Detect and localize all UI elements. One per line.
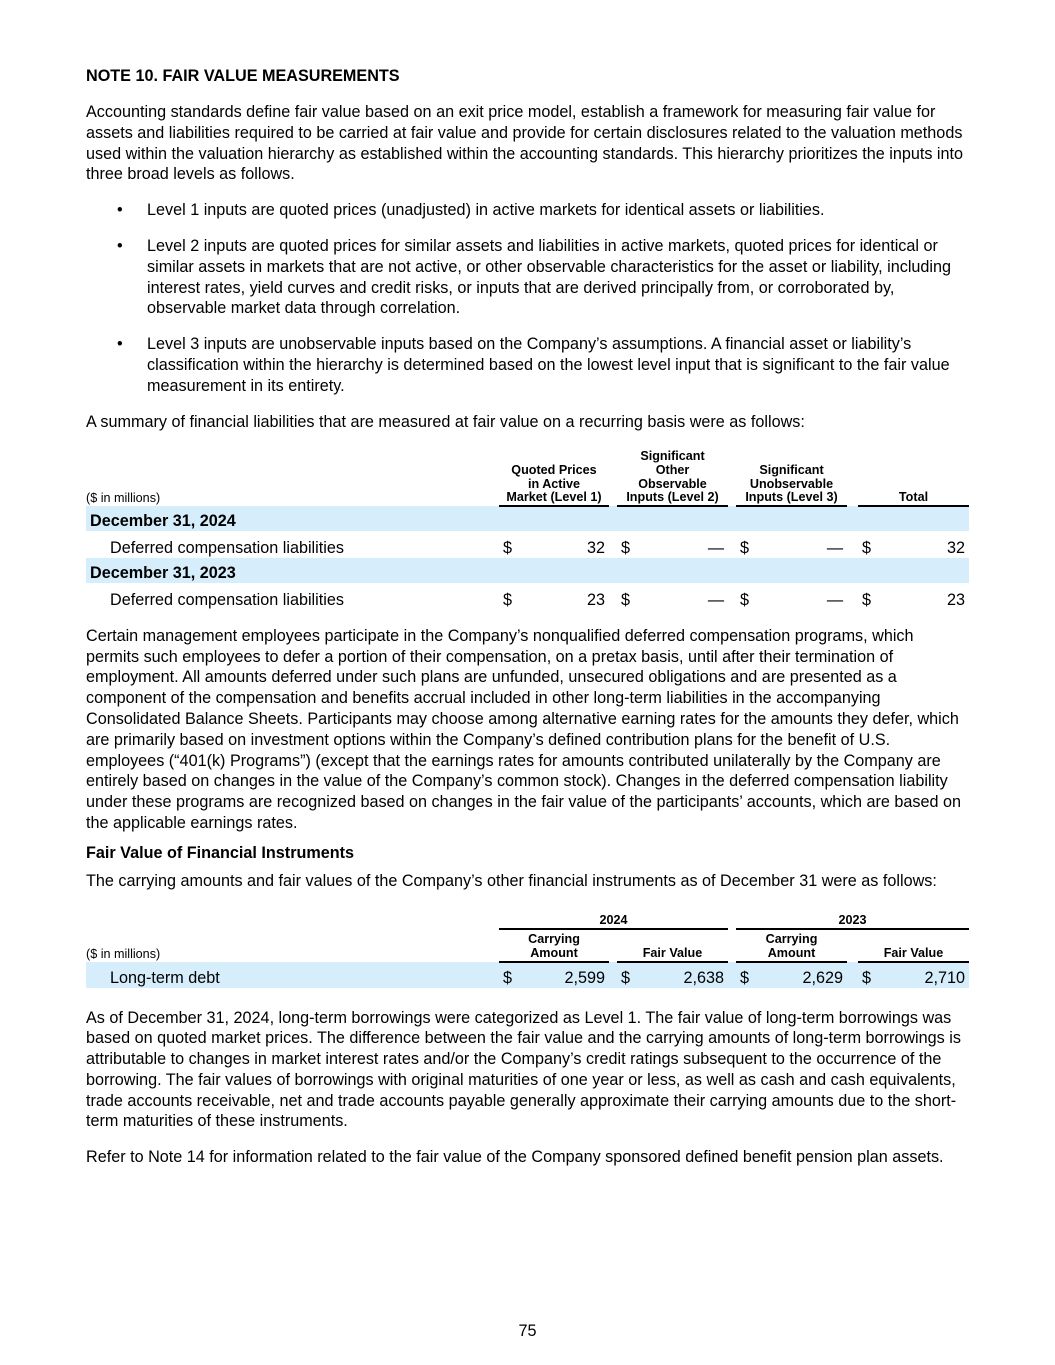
- row-label: Long-term debt: [86, 962, 499, 988]
- header-level-1: Quoted Prices in Active Market (Level 1): [499, 450, 609, 505]
- fvfi-intro: The carrying amounts and fair values of the Company’s other financial instruments as of December 31 were as follows:: [86, 871, 937, 890]
- currency-symbol: $: [740, 538, 750, 557]
- row-label: Deferred compensation liabilities: [110, 538, 344, 557]
- level-1-value: 23: [586, 590, 605, 609]
- carrying-2023-value: 2,629: [802, 968, 843, 987]
- carrying-2024-value: 2,599: [564, 968, 605, 987]
- section-row-2024: [86, 506, 969, 531]
- total-value: 32: [946, 538, 965, 557]
- header-level-3: Significant Unobservable Inputs (Level 3): [736, 450, 847, 505]
- level-2-value: —: [707, 538, 724, 557]
- currency-symbol: $: [503, 590, 513, 609]
- level-3-text: Level 3 inputs are unobservable inputs based on the Company’s assumptions. A financial asset or liability’s classification within the hierarchy is determined based on the lowest level input that is significant to the fair value measurement in its entirety.: [147, 335, 950, 395]
- fair-value-liabilities-table: [86, 450, 969, 609]
- table-row: [86, 962, 969, 988]
- currency-symbol: $: [621, 968, 631, 987]
- currency-symbol: $: [862, 968, 872, 987]
- total-value: 23: [946, 590, 965, 609]
- level-1-borrowings-paragraph: As of December 31, 2024, long-term borrowings were categorized as Level 1. The fair value of long-term borrowings was based on quoted market prices. The difference between the fair value and the carrying amounts of long-term borrowings is attributable to changes in market interest rates and/or the Company’s credit ratings subsequent to the occurrence of the borrowing. The fair values of borrowings with original maturities of one year or less, as well as cash and cash equivalents, trade accounts receivable, net and trade accounts payable generally approximate their carrying amounts due to the short-term maturities of these instruments.: [86, 1008, 961, 1131]
- carrying-amount-2023-header: Carrying Amount: [736, 929, 847, 962]
- header-total: Total: [858, 450, 969, 505]
- section-date: December 31, 2023: [86, 558, 969, 583]
- level-2-text: Level 2 inputs are quoted prices for similar assets and liabilities in active markets, quoted prices for identical or similar assets in markets that are not active, or other observable characteristics for the asset or liability, including interest rates, yield curves and credit risks, or inputs that are derived principally from, or corroborated by, observable market data through correlation.: [147, 236, 952, 318]
- deferred-compensation-paragraph: Certain management employees participate in the Company’s nonqualified deferred compensation programs, which permits such employees to defer a portion of their compensation, on a pretax basis, until after their termination of employment. All amounts deferred under such plans are unfunded, unsecured obligations and are presented as a component of the compensation and benefits accrual included in other long-term liabilities in the accompanying Consolidated Balance Sheets. Participants may choose among alternative earning rates for the amounts they defer, which are primarily based on investment options within the Company’s defined contribution plans for the benefit of U.S. employees (“401(k) Programs”) (except that the earnings rates for amounts contributed unilaterally by the Company are entirely based on changes in the value of the Company’s common stock). Changes in the deferred compensation liability under these programs are recognized based on changes in the fair value of the participants’ accounts, which are based on the applicable earnings rates.: [86, 626, 961, 832]
- level-2-value: —: [707, 590, 724, 609]
- units-label: ($ in millions): [86, 491, 161, 506]
- units-label: ($ in millions): [86, 946, 161, 961]
- fair-value-2024-header: Fair Value: [617, 929, 728, 962]
- level-3-value: —: [826, 590, 843, 609]
- currency-symbol: $: [862, 538, 872, 557]
- currency-symbol: $: [503, 538, 513, 557]
- level-1-value: 32: [586, 538, 605, 557]
- currency-symbol: $: [740, 590, 750, 609]
- fvfi-heading: Fair Value of Financial Instruments: [86, 843, 355, 862]
- note-title: NOTE 10. FAIR VALUE MEASUREMENTS: [86, 67, 400, 85]
- table-row: [86, 531, 969, 558]
- table-header-row: [86, 450, 969, 505]
- row-label: Deferred compensation liabilities: [110, 590, 344, 609]
- summary-intro: A summary of financial liabilities that are measured at fair value on a recurring basis were as follows:: [86, 412, 805, 431]
- level-3-value: —: [826, 538, 843, 557]
- level-2-item: [86, 236, 969, 319]
- table-row: [86, 583, 969, 610]
- intro-paragraph: Accounting standards define fair value based on an exit price model, establish a framework for measuring fair value for assets and liabilities required to be carried at fair value and provide for certain disclosures related to the valuation methods used within the valuation hierarchy as established within the accounting standards. This hierarchy prioritizes the inputs into three broad levels as follows.: [86, 103, 964, 184]
- year-header-row: [86, 912, 969, 929]
- level-1-item: [86, 200, 969, 221]
- refer-note-paragraph: Refer to Note 14 for information related to the fair value of the Company sponsored defined benefit pension plan assets.: [86, 1148, 944, 1167]
- page-number: 75: [518, 1322, 537, 1340]
- section-date: December 31, 2024: [86, 506, 969, 531]
- bullet-icon: •: [117, 236, 123, 255]
- section-row-2023: [86, 558, 969, 583]
- carrying-amount-2024-header: Carrying Amount: [499, 929, 609, 962]
- level-list: [86, 200, 969, 396]
- year-2024-header: 2024: [499, 912, 728, 929]
- level-3-item: [86, 334, 969, 396]
- level-1-text: Level 1 inputs are quoted prices (unadjusted) in active markets for identical assets or liabilities.: [147, 201, 825, 220]
- header-level-2: Significant Other Observable Inputs (Level 2): [617, 450, 728, 505]
- currency-symbol: $: [503, 968, 513, 987]
- document-page: [86, 66, 969, 1168]
- year-2023-header: 2023: [736, 912, 969, 929]
- financial-instruments-table: [86, 912, 969, 988]
- currency-symbol: $: [621, 538, 631, 557]
- currency-symbol: $: [740, 968, 750, 987]
- bullet-icon: •: [117, 201, 123, 220]
- currency-symbol: $: [621, 590, 631, 609]
- currency-symbol: $: [862, 590, 872, 609]
- column-header-row: [86, 929, 969, 962]
- fair-value-2023-header: Fair Value: [858, 929, 969, 962]
- bullet-icon: •: [117, 335, 123, 354]
- fair-value-2023-value: 2,710: [924, 968, 965, 987]
- fair-value-2024-value: 2,638: [683, 968, 724, 987]
